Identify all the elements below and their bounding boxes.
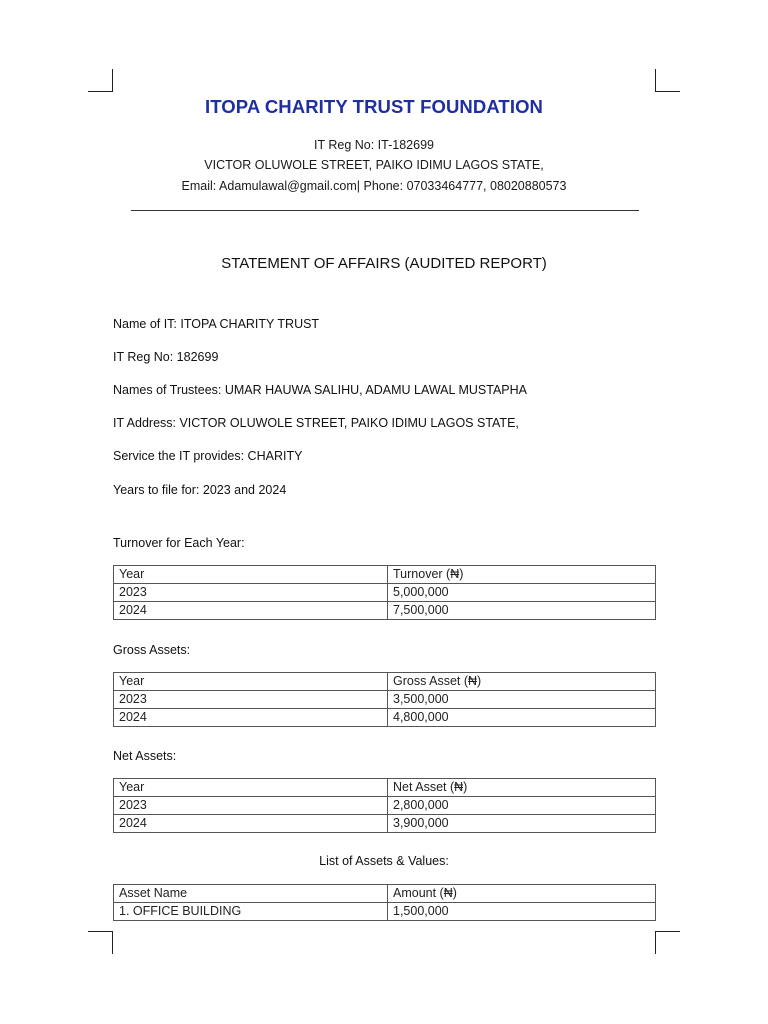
table-row	[114, 797, 656, 815]
registration-number: IT Reg No: IT-182699	[314, 138, 434, 152]
asset-list-table	[113, 884, 656, 921]
table-header-cell: Amount (₦)	[388, 885, 656, 903]
table-header-cell: Gross Asset (₦)	[388, 673, 656, 691]
table-header-cell: Turnover (₦)	[388, 566, 656, 584]
info-service: Service the IT provides: CHARITY	[113, 449, 303, 463]
organization-name: ITOPA CHARITY TRUST FOUNDATION	[204, 96, 544, 117]
net-assets-label: Net Assets:	[113, 749, 177, 763]
table-row	[114, 903, 656, 921]
table-cell: 1,500,000	[388, 903, 656, 921]
info-years: Years to file for: 2023 and 2024	[113, 483, 287, 497]
table-header-row	[114, 566, 656, 584]
table-cell: 4,800,000	[388, 709, 656, 727]
table-cell: 7,500,000	[388, 602, 656, 620]
info-reg-no: IT Reg No: 182699	[113, 350, 219, 364]
table-cell: 3,900,000	[388, 815, 656, 833]
table-cell: 1. OFFICE BUILDING	[114, 903, 388, 921]
table-cell: 2023	[114, 691, 388, 709]
gross-assets-table	[113, 672, 656, 727]
table-row	[114, 691, 656, 709]
crop-mark-bottom-left	[88, 931, 113, 954]
table-cell: 2024	[114, 815, 388, 833]
table-row	[114, 815, 656, 833]
info-name: Name of IT: ITOPA CHARITY TRUST	[113, 317, 320, 331]
document-title: STATEMENT OF AFFAIRS (AUDITED REPORT)	[221, 255, 547, 272]
info-trustees: Names of Trustees: UMAR HAUWA SALIHU, ADAMU LAWAL MUSTAPHA	[113, 383, 527, 397]
table-cell: 2024	[114, 709, 388, 727]
turnover-table	[113, 565, 656, 620]
table-cell: 2,800,000	[388, 797, 656, 815]
gross-assets-label: Gross Assets:	[113, 643, 191, 657]
header-divider	[131, 210, 639, 211]
table-header-cell: Year	[114, 566, 388, 584]
organization-address: VICTOR OLUWOLE STREET, PAIKO IDIMU LAGOS STATE,	[204, 158, 544, 172]
table-cell: 2023	[114, 584, 388, 602]
table-header-row	[114, 885, 656, 903]
crop-mark-top-left	[88, 69, 113, 92]
contact-details: Email: Adamulawal@gmail.com| Phone: 07033464777, 08020880573	[181, 179, 567, 193]
crop-mark-top-right	[655, 69, 680, 92]
turnover-label: Turnover for Each Year:	[113, 536, 245, 550]
table-header-cell: Net Asset (₦)	[388, 779, 656, 797]
table-cell: 2024	[114, 602, 388, 620]
table-row	[114, 709, 656, 727]
table-header-row	[114, 673, 656, 691]
table-header-cell: Year	[114, 673, 388, 691]
info-address: IT Address: VICTOR OLUWOLE STREET, PAIKO IDIMU LAGOS STATE,	[113, 416, 519, 430]
table-cell: 2023	[114, 797, 388, 815]
table-row	[114, 602, 656, 620]
table-cell: 5,000,000	[388, 584, 656, 602]
net-assets-table	[113, 778, 656, 833]
table-header-cell: Year	[114, 779, 388, 797]
table-cell: 3,500,000	[388, 691, 656, 709]
table-header-row	[114, 779, 656, 797]
crop-mark-bottom-right	[655, 931, 680, 954]
asset-list-label: List of Assets & Values:	[319, 854, 449, 868]
table-header-cell: Asset Name	[114, 885, 388, 903]
table-row	[114, 584, 656, 602]
